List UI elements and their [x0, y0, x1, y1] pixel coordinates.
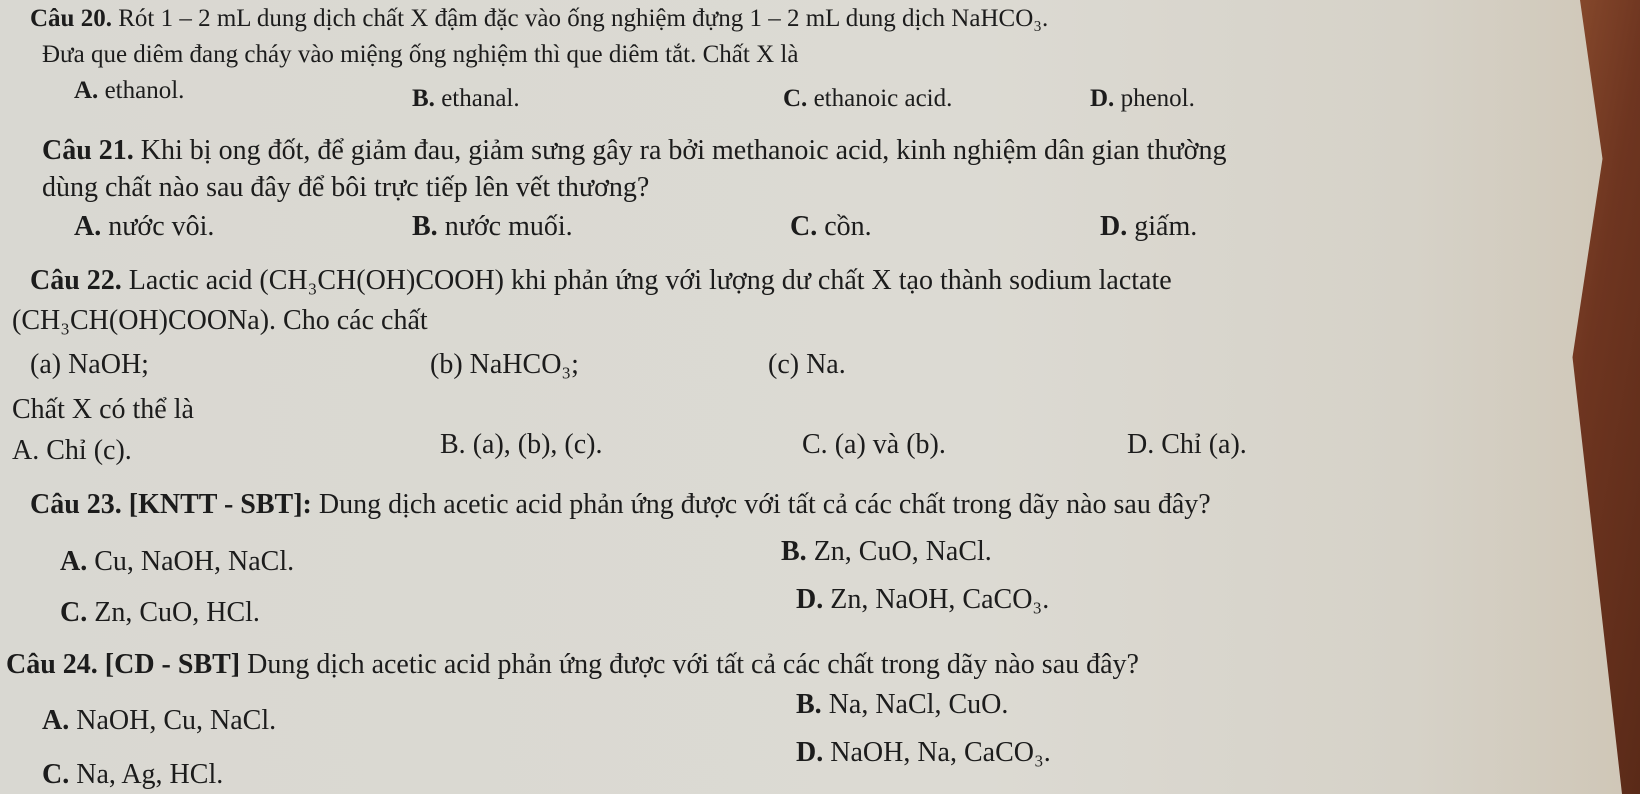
- question-20-option-c[interactable]: C. ethanoic acid.: [783, 85, 953, 112]
- question-23-option-c[interactable]: C. Zn, CuO, HCl.: [60, 597, 260, 628]
- question-20-line-1: [30, 4, 1048, 34]
- question-20-option-a[interactable]: A. ethanol.: [74, 77, 185, 104]
- question-23-line-1: [30, 490, 1211, 520]
- question-22-option-d[interactable]: D. Chỉ (a).: [1127, 429, 1247, 460]
- question-24-option-c[interactable]: C. Na, Ag, HCl.: [42, 759, 224, 790]
- question-20-option-d[interactable]: D. phenol.: [1090, 85, 1195, 112]
- question-22-item-b: (b) NaHCO₃;: [430, 349, 579, 380]
- question-24-option-b[interactable]: B. Na, NaCl, CuO.: [796, 689, 1009, 720]
- question-21-option-b[interactable]: B. nước muối.: [412, 211, 573, 242]
- question-23-option-b[interactable]: B. Zn, CuO, NaCl.: [781, 536, 992, 567]
- question-21-option-a[interactable]: A. nước vôi.: [74, 211, 215, 242]
- question-22-option-b[interactable]: B. (a), (b), (c).: [440, 429, 603, 460]
- question-22-item-a: (a) NaOH;: [30, 349, 149, 380]
- question-24-line-1: [6, 650, 1139, 680]
- question-21-option-c[interactable]: C. cồn.: [790, 211, 872, 242]
- question-24-option-d[interactable]: D. NaOH, Na, CaCO₃.: [796, 737, 1051, 768]
- question-22-line-3: Chất X có thể là: [12, 394, 194, 425]
- question-20-number: Câu 20.: [30, 5, 112, 32]
- question-21-number: Câu 21.: [42, 135, 134, 166]
- question-24-option-a[interactable]: A. NaOH, Cu, NaCl.: [42, 705, 277, 736]
- question-20-text-1: Rót 1 – 2 mL dung dịch chất X đậm đặc vào ống nghiệm đựng 1 – 2 mL dung dịch NaHCO₃.: [111, 5, 1049, 32]
- question-22-number: Câu 22.: [30, 265, 122, 296]
- question-23-option-d[interactable]: D. Zn, NaOH, CaCO₃.: [796, 584, 1050, 615]
- question-24-text-1: Dung dịch acetic acid phản ứng được với tất cả các chất trong dãy nào sau đây?: [240, 649, 1139, 680]
- question-22-line-2: (CH₃CH(OH)COONa). Cho các chất: [12, 305, 428, 336]
- question-23-option-a[interactable]: A. Cu, NaOH, NaCl.: [60, 546, 295, 577]
- question-21-line-1: [42, 136, 1226, 166]
- question-20-option-b[interactable]: B. ethanal.: [412, 85, 520, 112]
- wood-edge-background: [1490, 0, 1640, 794]
- question-22-option-c[interactable]: C. (a) và (b).: [802, 429, 946, 460]
- question-22-option-a[interactable]: A. Chỉ (c).: [12, 435, 132, 466]
- question-21-text-1: Khi bị ong đốt, để giảm đau, giảm sưng gây ra bởi methanoic acid, kinh nghiệm dân gian thường: [133, 135, 1227, 166]
- question-21-line-2: dùng chất nào sau đây để bôi trực tiếp lên vết thương?: [42, 172, 650, 203]
- question-24-number: Câu 24. [CD - SBT]: [6, 649, 241, 680]
- question-22-text-1: Lactic acid (CH₃CH(OH)COOH) khi phản ứng với lượng dư chất X tạo thành sodium lactate: [121, 265, 1172, 296]
- question-20-line-2: Đưa que diêm đang cháy vào miệng ống nghiệm thì que diêm tắt. Chất X là: [42, 41, 799, 68]
- question-22-line-1: [30, 266, 1172, 296]
- question-23-text-1: Dung dịch acetic acid phản ứng được với tất cả các chất trong dãy nào sau đây?: [311, 489, 1211, 520]
- question-21-option-d[interactable]: D. giấm.: [1100, 211, 1198, 242]
- question-22-item-c: (c) Na.: [768, 349, 846, 380]
- question-23-number: Câu 23. [KNTT - SBT]:: [30, 489, 312, 520]
